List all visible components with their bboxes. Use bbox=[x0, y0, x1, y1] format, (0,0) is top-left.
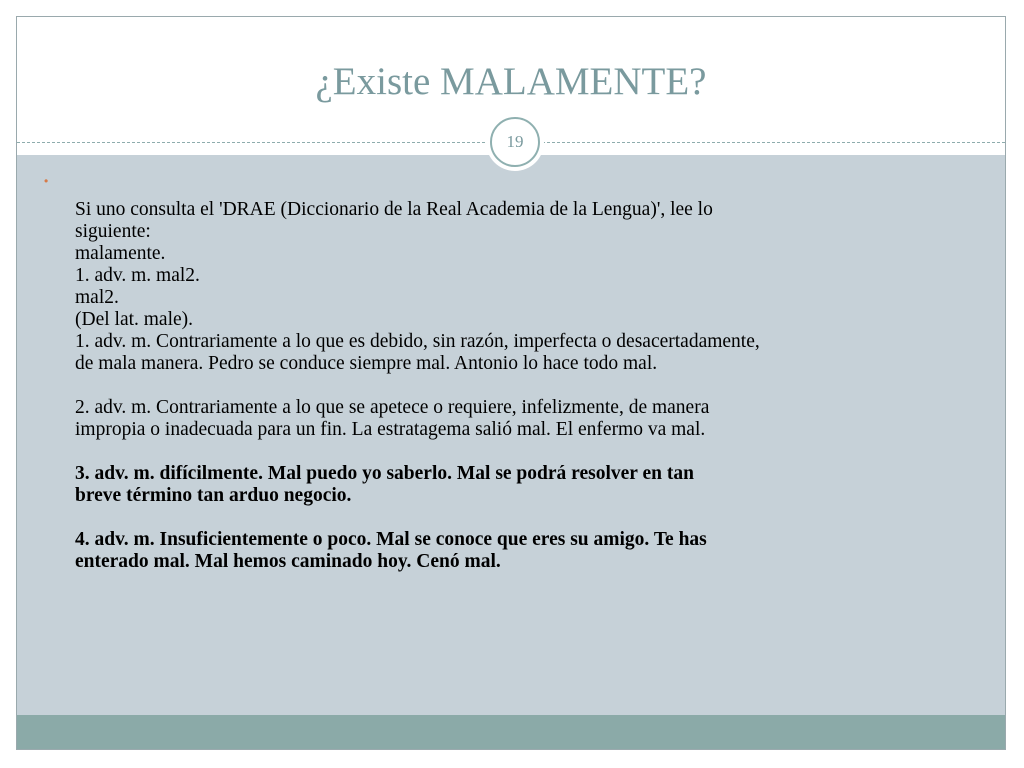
footer-bar bbox=[17, 715, 1005, 749]
sense-2-line-1: 2. adv. m. Contrariamente a lo que se apetece o requiere, infelizmente, de manera bbox=[75, 397, 710, 418]
headword: malamente. bbox=[75, 243, 166, 264]
sense-4-line-1: 4. adv. m. Insuficientemente o poco. Mal se conoce que eres su amigo. Te has bbox=[75, 529, 707, 550]
sense-4-line-2: enterado mal. Mal hemos caminado hoy. Cenó mal. bbox=[75, 551, 501, 572]
bullet-marker: • bbox=[44, 174, 49, 188]
paragraph-gap bbox=[75, 375, 985, 397]
paragraph-gap bbox=[75, 507, 985, 529]
page-number-badge: 19 bbox=[490, 117, 540, 167]
headword-2: mal2. bbox=[75, 287, 119, 308]
intro-line-2: siguiente: bbox=[75, 221, 151, 242]
etymology: (Del lat. male). bbox=[75, 309, 194, 330]
definition-1: 1. adv. m. mal2. bbox=[75, 265, 200, 286]
slide-title: ¿Existe MALAMENTE? bbox=[315, 60, 707, 103]
sense-1-line-1: 1. adv. m. Contrariamente a lo que es debido, sin razón, imperfecta o desacertadamente, bbox=[75, 331, 760, 352]
sense-3-line-1: 3. adv. m. difícilmente. Mal puedo yo saberlo. Mal se podrá resolver en tan bbox=[75, 463, 694, 484]
sense-3-line-2: breve término tan arduo negocio. bbox=[75, 485, 352, 506]
paragraph-gap bbox=[75, 441, 985, 463]
sense-1-line-2: de mala manera. Pedro se conduce siempre mal. Antonio lo hace todo mal. bbox=[75, 353, 658, 374]
slide-body bbox=[75, 199, 985, 573]
slide bbox=[16, 16, 1006, 750]
intro-line-1: Si uno consulta el 'DRAE (Diccionario de la Real Academia de la Lengua)', lee lo bbox=[75, 199, 713, 220]
sense-2-line-2: impropia o inadecuada para un fin. La estratagema salió mal. El enfermo va mal. bbox=[75, 419, 706, 440]
